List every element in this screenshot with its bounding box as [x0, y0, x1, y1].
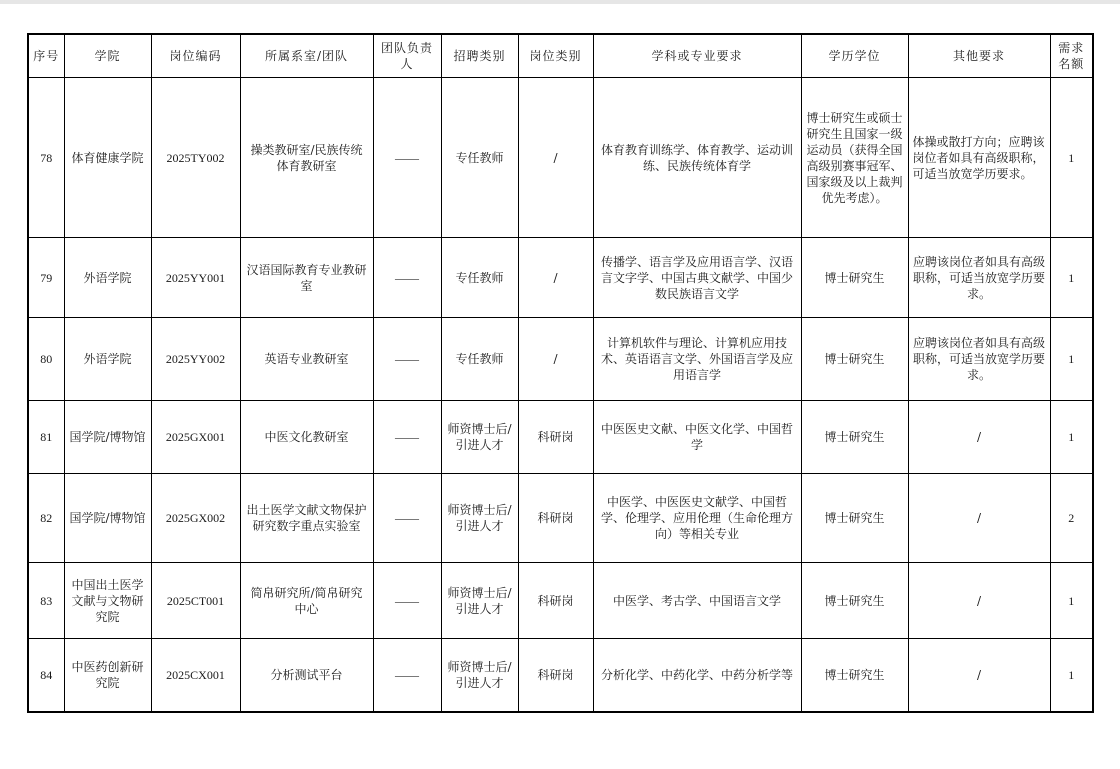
- cell-major: 计算机软件与理论、计算机应用技术、英语语言文学、外国语言学及应用语言学: [593, 318, 801, 401]
- header-degree: 学历学位: [801, 34, 908, 78]
- cell-quota: 1: [1050, 318, 1093, 401]
- cell-position-type: /: [518, 238, 593, 318]
- cell-team-leader: ——: [373, 401, 441, 474]
- cell-position-code: 2025GX002: [151, 474, 240, 563]
- top-scroll-edge: [0, 0, 1120, 4]
- header-index: 序号: [28, 34, 64, 78]
- cell-other: /: [908, 563, 1050, 639]
- recruitment-table: [27, 33, 1094, 713]
- cell-degree: 博士研究生: [801, 563, 908, 639]
- header-department: 所属系室/团队: [240, 34, 373, 78]
- table-row: [28, 474, 1093, 563]
- cell-college: 中国出土医学文献与文物研究院: [64, 563, 151, 639]
- cell-team-leader: ——: [373, 318, 441, 401]
- cell-position-type: /: [518, 318, 593, 401]
- header-team-leader: 团队负责人: [373, 34, 441, 78]
- cell-college: 体育健康学院: [64, 78, 151, 238]
- cell-degree: 博士研究生: [801, 474, 908, 563]
- cell-recruit-type: 师资博士后/引进人才: [441, 563, 518, 639]
- header-other: 其他要求: [908, 34, 1050, 78]
- cell-major: 传播学、语言学及应用语言学、汉语言文字学、中国古典文献学、中国少数民族语言文学: [593, 238, 801, 318]
- cell-other: /: [908, 639, 1050, 712]
- cell-recruit-type: 师资博士后/引进人才: [441, 401, 518, 474]
- cell-department: 汉语国际教育专业教研室: [240, 238, 373, 318]
- cell-department: 分析测试平台: [240, 639, 373, 712]
- cell-index: 78: [28, 78, 64, 238]
- table-header-row: [28, 34, 1093, 78]
- cell-recruit-type: 专任教师: [441, 318, 518, 401]
- cell-index: 80: [28, 318, 64, 401]
- cell-index: 83: [28, 563, 64, 639]
- cell-index: 84: [28, 639, 64, 712]
- cell-college: 国学院/博物馆: [64, 401, 151, 474]
- cell-department: 中医文化教研室: [240, 401, 373, 474]
- table-row: [28, 563, 1093, 639]
- cell-other: 应聘该岗位者如具有高级职称，可适当放宽学历要求。: [908, 318, 1050, 401]
- cell-position-type: /: [518, 78, 593, 238]
- cell-team-leader: ——: [373, 78, 441, 238]
- table-row: [28, 318, 1093, 401]
- cell-position-code: 2025YY002: [151, 318, 240, 401]
- cell-position-code: 2025YY001: [151, 238, 240, 318]
- table-row: [28, 401, 1093, 474]
- cell-quota: 1: [1050, 78, 1093, 238]
- cell-recruit-type: 师资博士后/引进人才: [441, 639, 518, 712]
- cell-quota: 1: [1050, 401, 1093, 474]
- cell-major: 分析化学、中药化学、中药分析学等: [593, 639, 801, 712]
- cell-recruit-type: 师资博士后/引进人才: [441, 474, 518, 563]
- cell-quota: 1: [1050, 563, 1093, 639]
- header-college: 学院: [64, 34, 151, 78]
- cell-college: 外语学院: [64, 318, 151, 401]
- table-row: [28, 78, 1093, 238]
- cell-other: 体操或散打方向；应聘该岗位者如具有高级职称，可适当放宽学历要求。: [908, 78, 1050, 238]
- cell-major: 中医学、考古学、中国语言文学: [593, 563, 801, 639]
- cell-other: /: [908, 474, 1050, 563]
- cell-college: 外语学院: [64, 238, 151, 318]
- cell-team-leader: ——: [373, 474, 441, 563]
- cell-team-leader: ——: [373, 563, 441, 639]
- cell-college: 中医药创新研究院: [64, 639, 151, 712]
- cell-recruit-type: 专任教师: [441, 78, 518, 238]
- cell-degree: 博士研究生: [801, 318, 908, 401]
- cell-department: 出土医学文献文物保护研究数字重点实验室: [240, 474, 373, 563]
- cell-quota: 1: [1050, 639, 1093, 712]
- cell-department: 操类教研室/民族传统体育教研室: [240, 78, 373, 238]
- cell-recruit-type: 专任教师: [441, 238, 518, 318]
- cell-position-code: 2025GX001: [151, 401, 240, 474]
- cell-degree: 博士研究生或硕士研究生且国家一级运动员（获得全国高级别赛事冠军、国家级及以上裁判优先考虑）。: [801, 78, 908, 238]
- cell-degree: 博士研究生: [801, 238, 908, 318]
- cell-position-type: 科研岗: [518, 563, 593, 639]
- cell-department: 英语专业教研室: [240, 318, 373, 401]
- cell-other: /: [908, 401, 1050, 474]
- header-major: 学科或专业要求: [593, 34, 801, 78]
- cell-position-type: 科研岗: [518, 474, 593, 563]
- cell-major: 中医医史文献、中医文化学、中国哲学: [593, 401, 801, 474]
- cell-index: 79: [28, 238, 64, 318]
- cell-major: 体育教育训练学、体育教学、运动训练、民族传统体育学: [593, 78, 801, 238]
- cell-index: 81: [28, 401, 64, 474]
- header-position-code: 岗位编码: [151, 34, 240, 78]
- cell-position-type: 科研岗: [518, 401, 593, 474]
- table-row: [28, 238, 1093, 318]
- cell-quota: 1: [1050, 238, 1093, 318]
- cell-degree: 博士研究生: [801, 401, 908, 474]
- header-position-type: 岗位类别: [518, 34, 593, 78]
- table-row: [28, 639, 1093, 712]
- cell-college: 国学院/博物馆: [64, 474, 151, 563]
- cell-degree: 博士研究生: [801, 639, 908, 712]
- cell-team-leader: ——: [373, 238, 441, 318]
- cell-quota: 2: [1050, 474, 1093, 563]
- cell-position-type: 科研岗: [518, 639, 593, 712]
- cell-other: 应聘该岗位者如具有高级职称，可适当放宽学历要求。: [908, 238, 1050, 318]
- header-quota: 需求名额: [1050, 34, 1093, 78]
- cell-major: 中医学、中医医史文献学、中国哲学、伦理学、应用伦理（生命伦理方向）等相关专业: [593, 474, 801, 563]
- cell-position-code: 2025TY002: [151, 78, 240, 238]
- cell-index: 82: [28, 474, 64, 563]
- cell-department: 简帛研究所/简帛研究中心: [240, 563, 373, 639]
- cell-position-code: 2025CX001: [151, 639, 240, 712]
- cell-team-leader: ——: [373, 639, 441, 712]
- cell-position-code: 2025CT001: [151, 563, 240, 639]
- header-recruit-type: 招聘类别: [441, 34, 518, 78]
